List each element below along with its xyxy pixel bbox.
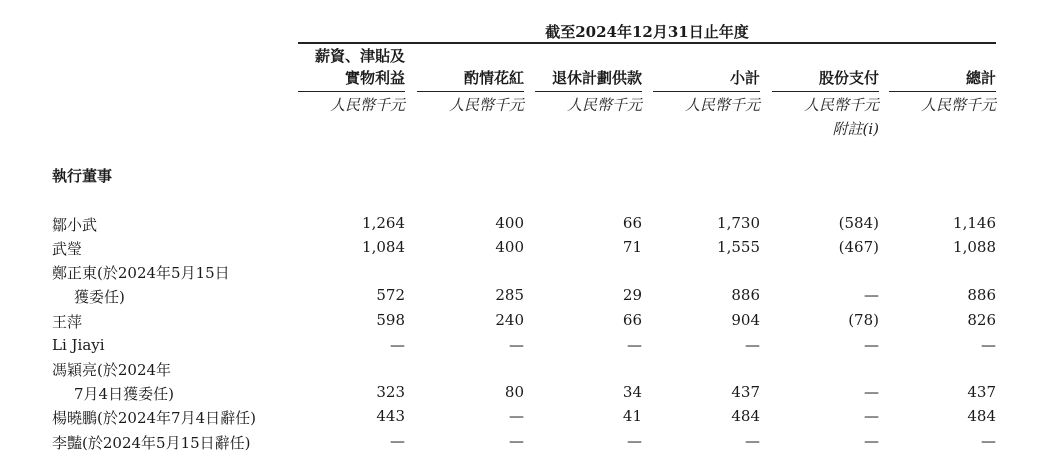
table-cell: 484 bbox=[967, 407, 996, 425]
row-name: 王萍 bbox=[52, 313, 83, 331]
unit-label: 人民幣千元 bbox=[566, 96, 642, 114]
table-cell: 1,146 bbox=[953, 214, 996, 232]
table-cell: 1,730 bbox=[717, 214, 760, 232]
table-cell: (467) bbox=[838, 238, 879, 256]
col-header-salary-line1: 薪資、津貼及 bbox=[314, 47, 405, 65]
table-cell: 29 bbox=[622, 286, 642, 304]
table-cell: — bbox=[864, 383, 879, 401]
table-cell: — bbox=[981, 432, 996, 450]
table-cell: 34 bbox=[622, 383, 642, 401]
table-cell: 400 bbox=[495, 214, 524, 232]
row-name: 武瑩 bbox=[52, 240, 83, 258]
table-cell: 400 bbox=[495, 238, 524, 256]
table-cell: — bbox=[390, 336, 405, 354]
period-rule bbox=[298, 42, 996, 44]
table-cell: — bbox=[864, 432, 879, 450]
unit-label: 人民幣千元 bbox=[684, 96, 760, 114]
unit-label: 人民幣千元 bbox=[920, 96, 996, 114]
row-name-continued: 7月4日獲委任) bbox=[74, 385, 174, 403]
table-cell: 66 bbox=[622, 311, 642, 329]
table-cell: (78) bbox=[848, 311, 879, 329]
table-cell: 323 bbox=[376, 383, 405, 401]
table-cell: 1,084 bbox=[362, 238, 405, 256]
unit-label: 人民幣千元 bbox=[448, 96, 524, 114]
col-header-pension: 退休計劃供款 bbox=[551, 69, 642, 87]
table-cell: 80 bbox=[504, 383, 524, 401]
table-cell: — bbox=[864, 336, 879, 354]
table-cell: 1,088 bbox=[953, 238, 996, 256]
col-header-total: 總計 bbox=[965, 69, 996, 87]
table-cell: — bbox=[864, 407, 879, 425]
table-cell: — bbox=[864, 286, 879, 304]
table-cell: 1,555 bbox=[717, 238, 760, 256]
table-cell: 1,264 bbox=[362, 214, 405, 232]
col-rule bbox=[535, 91, 642, 92]
row-name: 楊曉鵬(於2024年7月4日辭任) bbox=[52, 409, 256, 427]
table-cell: 41 bbox=[622, 407, 642, 425]
table-cell: 484 bbox=[731, 407, 760, 425]
section-title: 執行董事 bbox=[52, 167, 113, 185]
col-header-share-payment: 股份支付 bbox=[818, 69, 879, 87]
col-rule bbox=[653, 91, 760, 92]
row-name: 鄭正東(於2024年5月15日 bbox=[52, 264, 230, 282]
table-cell: — bbox=[509, 407, 524, 425]
table-cell: 240 bbox=[495, 311, 524, 329]
col-rule bbox=[772, 91, 879, 92]
row-name: Li Jiayi bbox=[52, 336, 105, 354]
col-header-salary: 實物利益 bbox=[344, 69, 405, 87]
table-cell: — bbox=[390, 432, 405, 450]
col-rule bbox=[417, 91, 524, 92]
note-label: 附註(i) bbox=[832, 120, 879, 138]
col-header-bonus: 酌情花紅 bbox=[463, 69, 524, 87]
table-cell: 572 bbox=[376, 286, 405, 304]
period-title: 截至2024年12月31日止年度 bbox=[545, 23, 749, 41]
table-cell: (584) bbox=[838, 214, 879, 232]
table-cell: — bbox=[627, 432, 642, 450]
table-cell: 437 bbox=[967, 383, 996, 401]
table-cell: 826 bbox=[967, 311, 996, 329]
table-cell: 904 bbox=[731, 311, 760, 329]
table-cell: 437 bbox=[731, 383, 760, 401]
table-cell: — bbox=[981, 336, 996, 354]
table-cell: 598 bbox=[376, 311, 405, 329]
table-cell: — bbox=[509, 336, 524, 354]
table-cell: 443 bbox=[376, 407, 405, 425]
table-cell: 886 bbox=[967, 286, 996, 304]
table-cell: — bbox=[745, 336, 760, 354]
row-name: 李豔(於2024年5月15日辭任) bbox=[52, 434, 251, 452]
col-rule bbox=[889, 91, 996, 92]
col-header-subtotal: 小計 bbox=[729, 69, 760, 87]
row-name: 鄒小武 bbox=[52, 216, 98, 234]
table-cell: 71 bbox=[622, 238, 642, 256]
col-rule bbox=[298, 91, 405, 92]
table-cell: 66 bbox=[622, 214, 642, 232]
row-name-continued: 獲委任) bbox=[74, 288, 125, 306]
table-cell: 285 bbox=[495, 286, 524, 304]
table-cell: 886 bbox=[731, 286, 760, 304]
table-cell: — bbox=[509, 432, 524, 450]
table-cell: — bbox=[627, 336, 642, 354]
table-cell: — bbox=[745, 432, 760, 450]
unit-label: 人民幣千元 bbox=[803, 96, 879, 114]
unit-label: 人民幣千元 bbox=[329, 96, 405, 114]
row-name: 馮穎亮(於2024年 bbox=[52, 361, 172, 379]
